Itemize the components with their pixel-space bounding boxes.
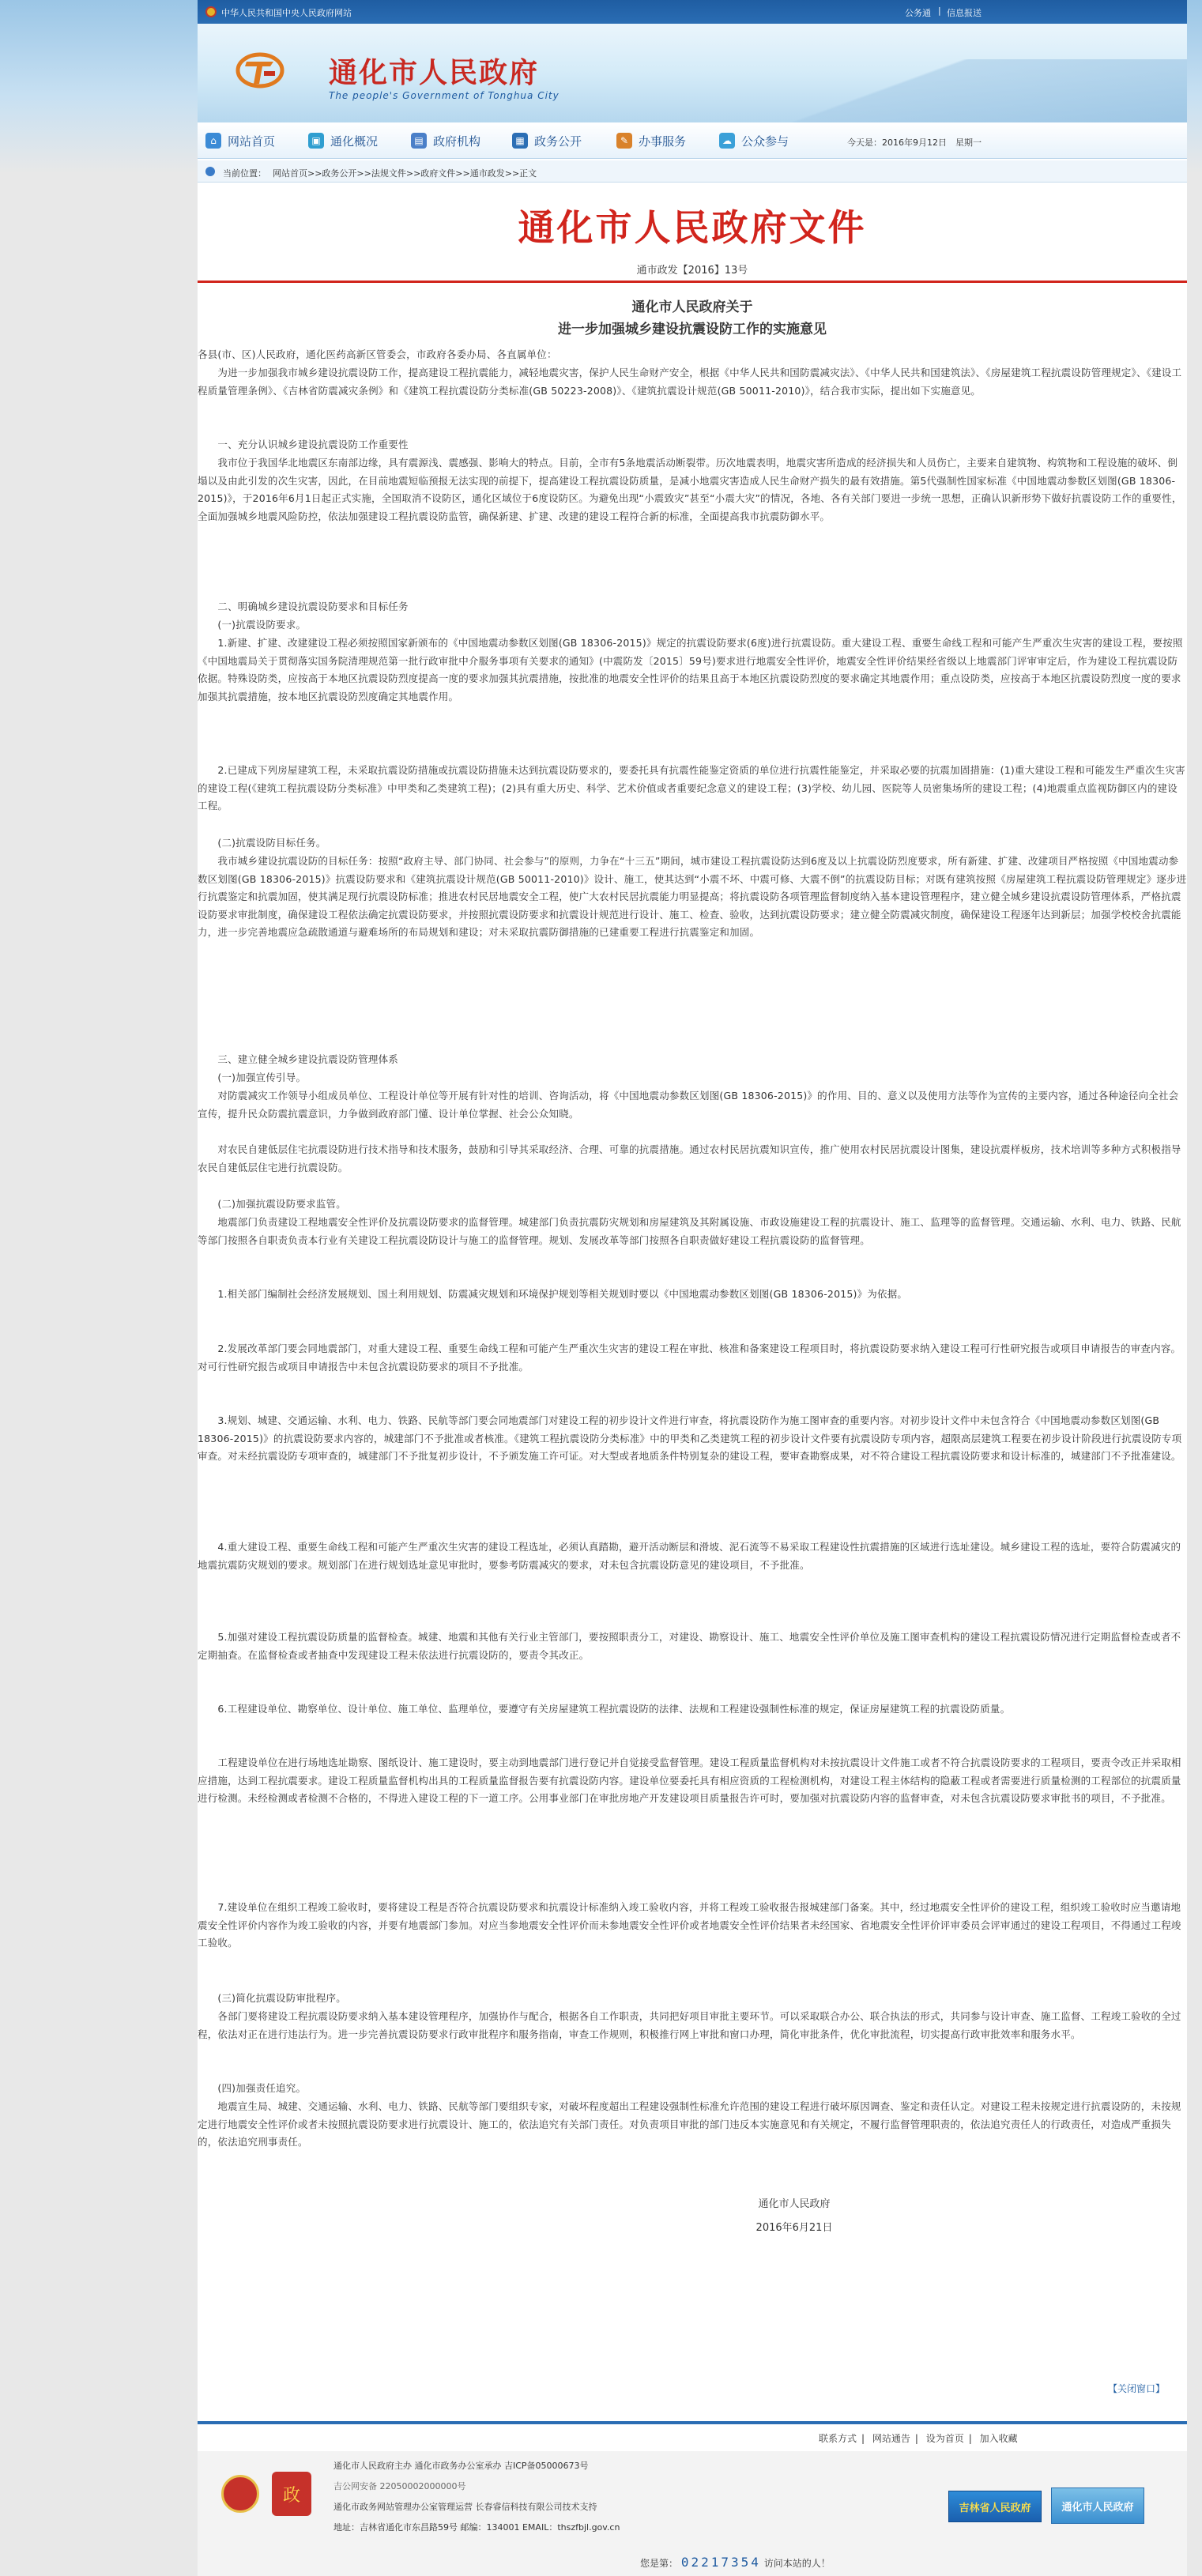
- overview-icon: ▣: [308, 133, 324, 149]
- paragraph: 各部门要将建设工程抗震设防要求纳入基本建设管理程序，加强协作与配合，根据各自工作职责，共同把好项目审批主要环节。可以采取联合办公、联合执法的形式，共同参与设计审查、施工监督、工程竣工验收的全过程，依法对正在进行违法行为。进一步完善抗震设防要求行政审批程序和服务指南，审查工作规则，积极推行网上审批和窗口办理，简化审批条件，优化审批流程，切实提高行政审批效率和服务水平。: [198, 2010, 1181, 2040]
- nav-item-label: 通化概况: [330, 134, 379, 149]
- paragraph: 5.加强对建设工程抗震设防质量的监督检查。城建、地震和其他有关行业主管部门，要按照职责分工，对建设、勘察设计、施工、地震安全性评价单位及施工图审查机构的建设工程抗震设防情况进行定期监督检查或者不定期抽查。在监督检查或者抽查中发现建设工程未依法进行抗震设防的，要责令其改正。: [198, 1631, 1181, 1661]
- footer-links: 联系方式 | 网站通告 | 设为首页 | 加入收藏: [819, 2433, 1018, 2444]
- footer-operator: 通化市政务网站管理办公室管理运营 长春睿信科技有限公司技术支持: [333, 2502, 597, 2512]
- footer-link-notice[interactable]: 网站通告: [872, 2433, 910, 2444]
- gov-badge-icon[interactable]: [272, 2472, 311, 2516]
- subsection-heading: (二)加强抗震设防要求监管。: [198, 1198, 346, 1210]
- close-window-link[interactable]: 【关闭窗口】: [1108, 2383, 1166, 2394]
- gov-badge-text: 政: [282, 2485, 300, 2506]
- paragraph: 1.新建、扩建、改建建设工程必须按照国家新颁布的《中国地震动参数区划图(GB 18306-2015)》规定的抗震设防要求(6度)进行抗震设防。重大建设工程、重要生命线工程和可能产生严重次生灾害的建设工程，要按照《中国地震局关于贯彻落实国务院清理规范第一批行政审批中介服务事项有关要求的通知》(中震防发〔2015〕59号)要求进行地震安全性评价，地震安全性评价结果经省级以上地震部门评审审定后，作为建设工程抗震设防依据。特殊设防类，应按高于本地区抗震设防烈度提高一度的要求加强其抗震措施，按批准的地震安全性评价的结果且高于本地区抗震设防烈度的要求确定其地震作用；重点设防类，应按高于本地区抗震设防烈度一度的要求加强其抗震措施，按本地区抗震设防烈度确定其地震作用。: [198, 637, 1183, 702]
- nav-item-home[interactable]: [205, 132, 275, 149]
- info-report-link[interactable]: 信息报送: [947, 8, 982, 18]
- gongwutong-link[interactable]: 公务通: [905, 8, 931, 18]
- header-banner: [198, 24, 1187, 122]
- nav-item-service[interactable]: [616, 132, 686, 149]
- service-icon: ✎: [616, 133, 632, 149]
- breadcrumb-path[interactable]: 网站首页>>政务公开>>法规文件>>政府文件>>通市政发>>正文: [273, 168, 537, 179]
- paragraph: 对农民自建低层住宅抗震设防进行技术指导和技术服务，鼓励和引导其采取经济、合理、可靠的抗震措施。通过农村民居抗震知识宣传，推广使用农村民居抗震设计图集，建设抗震样板房，技术培训等多种方式积极指导农民自建低层住宅进行抗震设防。: [198, 1143, 1181, 1173]
- breadcrumb: [198, 160, 1187, 183]
- document-subtitle-1: 通化市人民政府关于: [631, 299, 753, 315]
- tonghua-gov-link[interactable]: 通化市人民政府: [1051, 2487, 1144, 2524]
- section-heading: 二、明确城乡建设抗震设防要求和目标任务: [198, 601, 409, 612]
- site-title: 通化市人民政府: [329, 56, 540, 89]
- footer-host: 通化市人民政府主办 通化市政务办公室承办 吉ICP备05000673号: [333, 2461, 589, 2471]
- paragraph: 我市城乡建设抗震设防的目标任务：按照“政府主导、部门协同、社会参与”的原则，力争在“十三五”期间，城市建设工程抗震设防达到6度及以上抗震设防烈度要求，所有新建、扩建、改建项目严格按照《中国地震动参数区划图(GB 18306-2015)》抗震设防要求和《建筑抗震设计规范(GB 50011-2010)》设计、施工，使其达到“小震不坏、中震可修、大震不倒”的抗震设防目标；对既有建筑按照《房屋建筑工程抗震设防管理规定》逐步进行抗震鉴定和抗震加固，使其满足现行抗震设防标准；推进农村民居地震安全工程，使广大农村民居抗震能力明显提高；将抗震设防各项管理监督制度纳入基本建设管理程序，建立健全城乡建设抗震设防管理体系，严格抗震设防要求审批制度，确保建设工程依法确定抗震设防要求，并按照抗震设防要求和抗震设计规范进行设计、施工、检查、验收，达到抗震设防要求；建立健全防震减灾制度，确保建设工程逐年达到新层；加强学校校舍抗震能力，进一步完善地震应急疏散通道与避难场所的布局规划和建设；对未采取抗震防御措施的已建重要工程进行抗震鉴定和加固。: [198, 855, 1187, 939]
- police-badge-icon[interactable]: [221, 2475, 259, 2513]
- site-subtitle-en: The people's Government of Tonghua City: [329, 90, 560, 101]
- nav-item-label: 办事服务: [639, 134, 687, 149]
- footer-link-set-home[interactable]: 设为首页: [925, 2433, 964, 2444]
- nav-item-label: 政务公开: [534, 134, 582, 149]
- counter-suffix: 访问本站的人！: [763, 2558, 831, 2569]
- footer-link-favorite[interactable]: 加入收藏: [979, 2433, 1018, 2444]
- counter-value: 02217354: [680, 2555, 761, 2570]
- paragraph: 2.已建成下列房屋建筑工程，未采取抗震设防措施或抗震设防措施未达到抗震设防要求的，要委托具有抗震性能鉴定资质的单位进行抗震性能鉴定，并采取必要的抗震加固措施：(1)重大建设工程和可能发生严重次生灾害的建设工程(《建筑工程抗震设防分类标准》中甲类和乙类建筑工程)；(2)具有重大历史、科学、艺术价值或者重要纪念意义的建设工程；(3)学校、幼儿园、医院等人员密集场所的建设工程；(4)地震重点监视防御区内的建设工程。: [198, 764, 1185, 812]
- subsection-heading: (二)抗震设防目标任务。: [198, 837, 326, 849]
- nav-item-label: 公众参与: [741, 134, 789, 149]
- paragraph: 3.规划、城建、交通运输、水利、电力、铁路、民航等部门要会同地震部门对建设工程的初步设计文件进行审查，将抗震设防作为施工图审查的重要内容。对初步设计文件中未包含符合《中国地震动参数区划图(GB 18306-2015)》的抗震设防要求内容的，城建部门不予批准或者核准。《建筑工程抗震设防分类标准》中的甲类和乙类建筑工程的初步设计文件要有抗震设防专项内容，超限高层建筑工程要在初步设计阶段进行抗震设防专项审查。对未经抗震设防专项审查的，城建部门不予批复初步设计，不予颁发施工许可证。对大型或者地质条件特别复杂的建设工程，要审查勘察成果，对不符合建设工程抗震设防要求和设计标准的，城建部门不予批准建设。: [198, 1414, 1182, 1463]
- document-header-title: 通化市人民政府文件: [518, 206, 867, 249]
- document-subtitle-2: 进一步加强城乡建设抗震设防工作的实施意见: [558, 322, 827, 337]
- paragraph: 2.发展改革部门要会同地震部门，对重大建设工程、重要生命线工程和可能产生严重次生灾害的建设工程在审批、核准和备案建设工程项目时，将抗震设防要求纳入建设工程可行性研究报告或项目申请报告的审查内容。对可行性研究报告或项目申请报告中未包含抗震设防要求的项目不予批准。: [198, 1343, 1181, 1373]
- current-date: 今天是：2016年9月12日 星期一: [847, 137, 982, 148]
- nav-item-open-affairs[interactable]: [512, 132, 582, 149]
- nav-item-label: 网站首页: [228, 134, 276, 149]
- subsection-heading: (四)加强责任追究。: [198, 2082, 307, 2094]
- topbar-separator: |: [938, 6, 941, 16]
- nav-item-institution[interactable]: [411, 132, 480, 149]
- document-number: 通市政发【2016】13号: [636, 265, 748, 277]
- paragraph: 地震宣生局、城建、交通运输、水利、电力、铁路、民航等部门要组织专家，对破坏程度超出工程建设强制性标准允许范围的建设工程进行破坏原因调查、鉴定和责任认定。对建设工程未按规定进行抗震设防的，未按规定进行地震安全性评价或者未按照抗震设防要求进行抗震设计、施工的，依法追究有关部门责任。对负责项目审批的部门违反本实施意见和有关规定，不履行监督管理职责的，依法追究责任人的行政责任，对造成严重损失的，依法追究刑事责任。: [198, 2100, 1181, 2149]
- breadcrumb-label: 当前位置：: [223, 168, 266, 179]
- signature-date: 2016年6月21日: [755, 2222, 833, 2234]
- location-icon: [205, 167, 215, 176]
- visitor-counter: [640, 2555, 831, 2570]
- open-affairs-icon: ▦: [512, 133, 528, 149]
- footer-security-record[interactable]: 吉公网安备 22050002000000号: [333, 2481, 466, 2491]
- participate-icon: ☁: [719, 133, 735, 149]
- footer-link-contact[interactable]: 联系方式: [819, 2433, 857, 2444]
- counter-label: 您是第：: [640, 2558, 679, 2569]
- main-nav: [198, 122, 1187, 159]
- paragraph: 1.相关部门编制社会经济发展规划、国土利用规划、防震减灾规划和环境保护规划等相关规划时要以《中国地震动参数区划图(GB 18306-2015)》为依据。: [198, 1288, 908, 1300]
- city-logo-icon: [236, 44, 284, 93]
- background-left: [0, 0, 198, 174]
- footer-address: 地址：吉林省通化市东昌路59号 邮编：134001 EMAIL：thszfbjl.gov.cn: [333, 2522, 620, 2533]
- central-gov-link[interactable]: 中华人民共和国中央人民政府网站: [221, 8, 352, 18]
- home-icon: ⌂: [205, 133, 221, 149]
- section-heading: 一、充分认识城乡建设抗震设防工作重要性: [198, 439, 409, 450]
- paragraph: 对防震减灾工作领导小组成员单位、工程设计单位等开展有针对性的培训、咨询活动，将《中国地震动参数区划图(GB 18306-2015)》的作用、目的、意义以及使用方法等作为宣传的主要内容，通过各种途径向全社会宣传，提升民众防震抗震意识，力争做到政府部门懂、设计单位掌握、社会公众知晓。: [198, 1090, 1179, 1120]
- paragraph: 7.建设单位在组织工程竣工验收时，要将建设工程是否符合抗震设防要求和抗震设计标准纳入竣工验收内容，并将工程竣工验收报告报城建部门备案。其中，经过地震安全性评价的建设工程，组织竣工验收时应当邀请地震安全性评价内容作为竣工验收的内容，并要有地震部门参加。对应当参地震安全性评价而未参地震安全性评价或者地震安全性评价结果者未经国家、省地震安全性评价评审委员会评审通过的建设工程项目，不得通过工程竣工验收。: [198, 1901, 1181, 1949]
- signature-organization: 通化市人民政府: [758, 2198, 831, 2210]
- red-divider: [198, 281, 1187, 283]
- paragraph: 我市位于我国华北地震区东南部边缘，具有震源浅、震感强、影响大的特点。目前，全市有5条地震活动断裂带。历次地震表明，地震灾害所造成的经济损失和人员伤亡，主要来自建筑物、构筑物和工程设施的破坏、倒塌以及由此引发的次生灾害，因此，在目前地震短临预报无法实现的前提下，提高建设工程抗震设防质量，是减小地震灾害造成人民生命财产损失的最有效措施。第5代强制性国家标准《中国地震动参数区划图(GB 18306-2015)》，于2016年6月1日起正式实施，全国取消不设防区，通化区域位于6度设防区。为避免出现“小震致灾”甚至“小震大灾”的情况，各地、各有关部门要进一步统一思想，正确认识新形势下做好抗震设防工作的重要性，全面加强城乡地震风险防控，依法加强建设工程抗震设防监管，确保新建、扩建、改建的建设工程符合新的标准，全面提高我市抗震防御水平。: [198, 457, 1182, 522]
- paragraph: 6.工程建设单位、勘察单位、设计单位、施工单位、监理单位，要遵守有关房屋建筑工程抗震设防的法律、法规和工程建设强制性标准的规定，保证房屋建筑工程的抗震设防质量。: [198, 1703, 1011, 1715]
- main-container: [198, 0, 1187, 2576]
- nav-item-label: 政府机构: [433, 134, 481, 149]
- jilin-gov-link[interactable]: 吉林省人民政府: [948, 2491, 1042, 2522]
- footer-divider: [198, 2421, 1187, 2424]
- top-bar: [198, 0, 1187, 24]
- subsection-heading: (三)简化抗震设防审批程序。: [198, 1992, 346, 2004]
- paragraph: 工程建设单位在进行场地选址勘察、图纸设计、施工建设时，要主动到地震部门进行登记并自觉接受监督管理。建设工程质量监督机构对未按抗震设计文件施工或者不符合抗震设防要求的工程项目，要责令改正并采取相应措施，达到工程抗震要求。建设工程质量监督机构出具的工程质量监督报告要有抗震设防内容。建设单位要委托具有相应资质的工程检测机构，对建设工程主体结构的隐蔽工程或者需要进行质量检测的工程部位的抗震质量进行检测。未经检测或者检测不合格的，不得进入建设工程的下一道工序。公用事业部门在审批房地产开发建设项目质量报告许可时，要加强对抗震设防内容的监督审查，对未包含抗震设防要求审批书的项目，不予批准。: [198, 1757, 1181, 1805]
- paragraph: 4.重大建设工程、重要生命线工程和可能产生严重次生灾害的建设工程选址，必须认真踏勘，避开活动断层和滑坡、泥石流等不易采取工程建设性抗震措施的区域进行选址建设。城乡建设工程的选址，要符合防震减灾的地震抗震防灾规划的要求。规划部门在进行规划选址意见审批时，要参考防震减灾的要求，对未包含抗震设防意见的建设项目，不予批准。: [198, 1541, 1181, 1571]
- section-heading: 三、建立健全城乡建设抗震设防管理体系: [198, 1053, 399, 1065]
- institution-icon: ▤: [411, 133, 427, 149]
- subsection-heading: (一)加强宣传引导。: [198, 1071, 307, 1083]
- national-emblem-icon: [205, 6, 217, 17]
- paragraph: 为进一步加强我市城乡建设抗震设防工作，提高建设工程抗震能力，减轻地震灾害，保护人民生命财产安全，根据《中华人民共和国防震减灾法》、《中华人民共和国建筑法》、《房屋建筑工程抗震设防管理规定》、《建设工程质量管理条例》、《吉林省防震减灾条例》和《建筑工程抗震设防分类标准(GB 50223-2008)》、《建筑抗震设计规范(GB 50011-2010)》，结合我市实际，提出如下实施意见。: [198, 367, 1182, 397]
- paragraph: 地震部门负责建设工程地震安全性评价及抗震设防要求的监督管理。城建部门负责抗震防灾规划和房屋建筑及其附属设施、市政设施建设工程的抗震设计、施工、监理等的监督管理。交通运输、水利、电力、铁路、民航等部门按照各自职责负责本行业有关建设工程抗震设防设计与施工的监督管理。规划、发展改革等部门按照各自职责做好建设工程抗震设防的监督管理。: [198, 1216, 1181, 1246]
- subsection-heading: (一)抗震设防要求。: [198, 619, 307, 631]
- nav-item-participate[interactable]: [719, 132, 789, 149]
- nav-item-overview[interactable]: [308, 132, 378, 149]
- banner-mountain-decoration: [697, 59, 1187, 122]
- paragraph: 各县(市、区)人民政府，通化医药高新区管委会，市政府各委办局、各直属单位：: [198, 348, 557, 360]
